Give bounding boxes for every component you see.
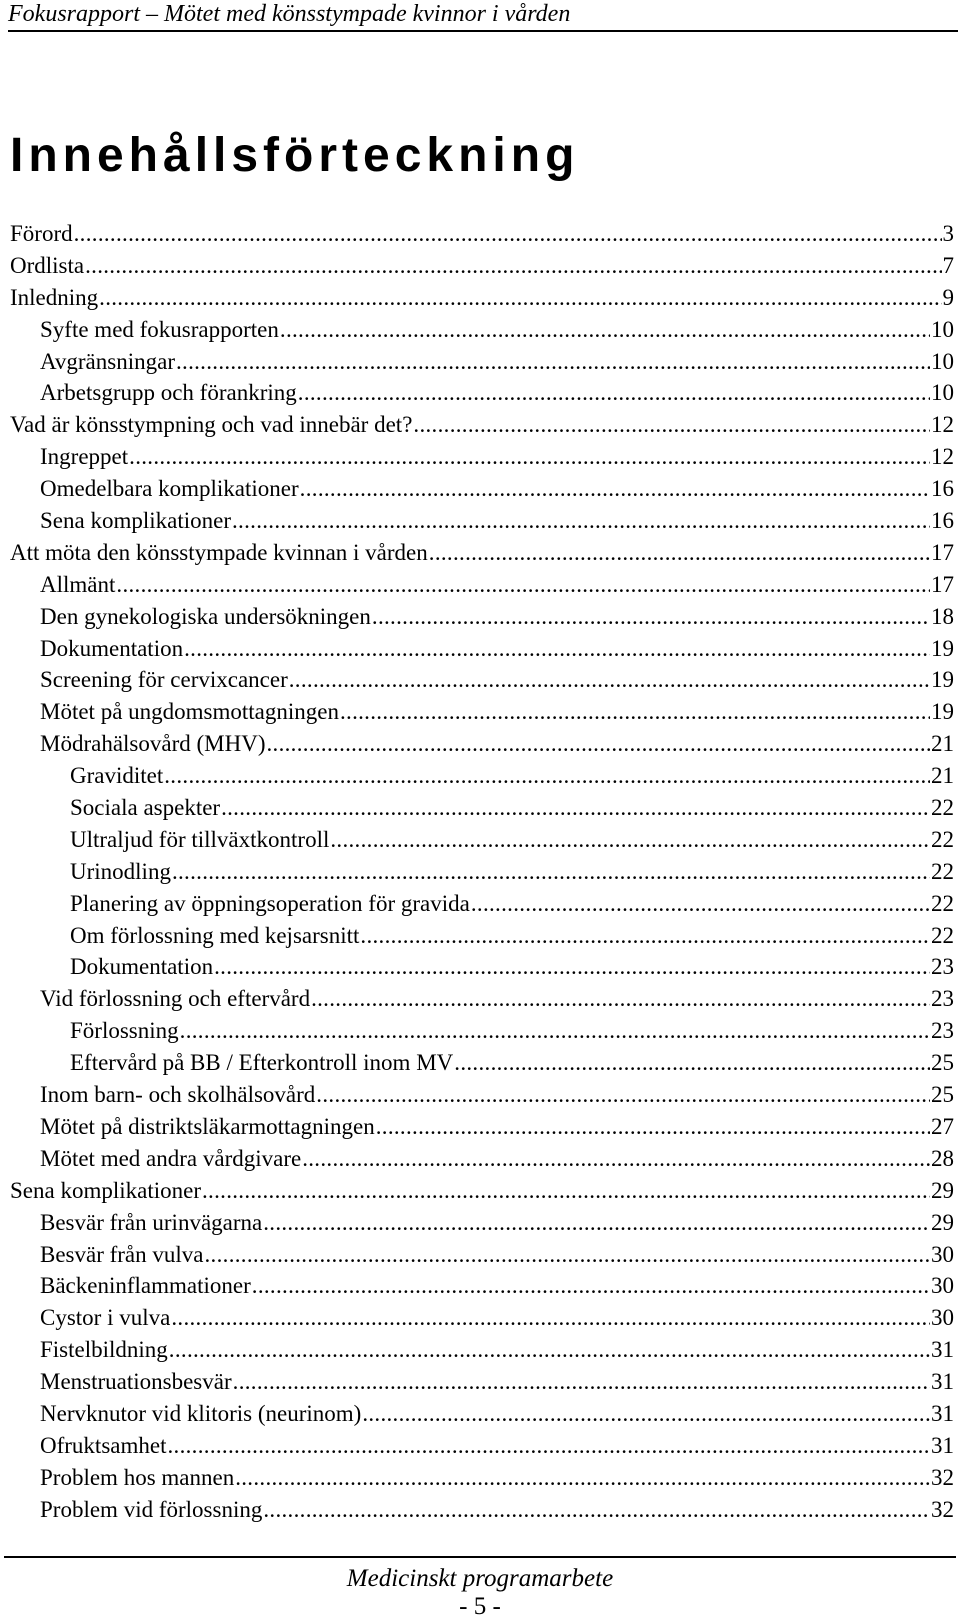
toc-dot-leader xyxy=(302,1143,930,1175)
toc-entry-title: Fistelbildning xyxy=(40,1337,168,1363)
toc-entry-title: Förord xyxy=(10,221,73,246)
toc-entry[interactable] xyxy=(10,983,954,1015)
toc-dot-leader xyxy=(232,505,930,537)
toc-entry-title: Mödrahälsovård (MHV) xyxy=(40,731,266,757)
toc-dot-leader xyxy=(300,473,930,505)
toc-entry-page-number: 21 xyxy=(931,763,954,789)
toc-entry-title: Ingreppet xyxy=(40,444,129,470)
toc-entry-title: Att möta den könsstympade kvinnan i vården xyxy=(10,539,428,565)
toc-entry-page-number: 12 xyxy=(931,444,954,470)
running-header-title: Fokusrapport – Mötet med könsstympade kvinnor i vården xyxy=(8,1,571,27)
toc-entry[interactable] xyxy=(10,1047,954,1079)
toc-entry[interactable] xyxy=(10,1334,954,1366)
toc-entry-title: Vid förlossning och eftervård xyxy=(40,986,311,1012)
toc-entry-title: Arbetsgrupp och förankring xyxy=(40,380,297,406)
toc-entry[interactable] xyxy=(10,1366,954,1398)
toc-dot-leader xyxy=(99,282,941,314)
toc-dot-leader xyxy=(311,983,930,1015)
toc-entry-page-number: 19 xyxy=(931,667,954,693)
toc-entry-title: Vad är könsstympning och vad innebär det? xyxy=(10,412,413,438)
toc-entry-title: Dokumentation xyxy=(40,635,184,661)
toc-dot-leader xyxy=(263,1494,930,1526)
toc-entry[interactable] xyxy=(10,664,954,696)
toc-list xyxy=(10,218,954,1526)
toc-dot-leader xyxy=(129,441,930,473)
toc-dot-leader xyxy=(171,1302,930,1334)
toc-entry[interactable] xyxy=(10,696,954,728)
toc-entry-page-number: 25 xyxy=(931,1082,954,1108)
toc-entry-page-number: 16 xyxy=(931,508,954,534)
toc-entry[interactable] xyxy=(10,1302,954,1334)
toc-entry-page-number: 31 xyxy=(931,1400,954,1426)
toc-entry-title: Sena komplikationer xyxy=(10,1177,201,1203)
toc-entry-title: Mötet på ungdomsmottagningen xyxy=(40,699,339,725)
toc-entry[interactable] xyxy=(10,1207,954,1239)
toc-dot-leader xyxy=(233,1366,930,1398)
toc-dot-leader xyxy=(164,760,930,792)
toc-entry-title: Besvär från vulva xyxy=(40,1241,204,1267)
toc-entry-page-number: 7 xyxy=(942,252,954,278)
toc-entry[interactable] xyxy=(10,1239,954,1271)
toc-entry-page-number: 22 xyxy=(931,922,954,948)
toc-entry-page-number: 21 xyxy=(931,731,954,757)
toc-entry-page-number: 22 xyxy=(931,826,954,852)
toc-entry-title: Urinodling xyxy=(70,858,171,884)
toc-entry-page-number: 27 xyxy=(931,1113,954,1139)
toc-entry-title: Problem hos mannen xyxy=(40,1464,235,1490)
toc-entry-page-number: 22 xyxy=(931,858,954,884)
toc-entry-page-number: 22 xyxy=(931,795,954,821)
toc-entry-title: Dokumentation xyxy=(70,954,214,980)
toc-entry-title: Mötet med andra vårdgivare xyxy=(40,1145,302,1171)
toc-dot-leader xyxy=(298,377,930,409)
toc-entry[interactable] xyxy=(10,314,954,346)
toc-dot-leader xyxy=(214,951,930,983)
toc-entry[interactable] xyxy=(10,377,954,409)
toc-dot-leader xyxy=(372,601,930,633)
toc-entry-page-number: 32 xyxy=(931,1464,954,1490)
toc-entry-page-number: 10 xyxy=(931,348,954,374)
toc-dot-leader xyxy=(205,1239,931,1271)
toc-entry-page-number: 10 xyxy=(931,316,954,342)
toc-entry-title: Menstruationsbesvär xyxy=(40,1369,232,1395)
toc-dot-leader xyxy=(221,792,930,824)
toc-dot-leader xyxy=(235,1462,930,1494)
toc-entry-page-number: 9 xyxy=(942,284,954,310)
toc-dot-leader xyxy=(85,250,941,282)
toc-dot-leader xyxy=(289,664,930,696)
toc-dot-leader xyxy=(167,1430,930,1462)
toc-entry-page-number: 31 xyxy=(931,1369,954,1395)
toc-entry[interactable] xyxy=(10,888,954,920)
toc-dot-leader xyxy=(266,728,930,760)
toc-dot-leader xyxy=(413,409,930,441)
toc-entry[interactable] xyxy=(10,537,954,569)
footer-program-title: Medicinskt programarbete xyxy=(346,1565,614,1592)
toc-entry[interactable] xyxy=(10,473,954,505)
toc-entry-title: Cystor i vulva xyxy=(40,1305,171,1331)
toc-entry-title: Ofruktsamhet xyxy=(40,1432,167,1458)
toc-entry[interactable] xyxy=(10,951,954,983)
toc-dot-leader xyxy=(180,1015,930,1047)
toc-entry-page-number: 25 xyxy=(931,1050,954,1076)
toc-entry[interactable] xyxy=(10,920,954,952)
toc-entry-page-number: 30 xyxy=(931,1305,954,1331)
toc-entry-page-number: 23 xyxy=(931,954,954,980)
toc-entry-title: Avgränsningar xyxy=(40,348,175,374)
toc-entry-title: Inom barn- och skolhälsovård xyxy=(40,1082,316,1108)
toc-entry-page-number: 19 xyxy=(931,635,954,661)
toc-entry[interactable] xyxy=(10,728,954,760)
toc-entry[interactable] xyxy=(10,824,954,856)
toc-entry-title: Ordlista xyxy=(10,252,85,278)
toc-entry-page-number: 23 xyxy=(931,986,954,1012)
toc-entry[interactable] xyxy=(10,1015,954,1047)
toc-entry[interactable] xyxy=(10,282,954,314)
toc-entry[interactable] xyxy=(10,1175,954,1207)
toc-entry-title: Allmänt xyxy=(40,571,116,597)
toc-dot-leader xyxy=(340,696,930,728)
toc-dot-leader xyxy=(172,856,930,888)
toc-dot-leader xyxy=(263,1207,930,1239)
toc-entry-title: Sociala aspekter xyxy=(70,795,221,821)
toc-dot-leader xyxy=(116,569,930,601)
toc-entry-page-number: 23 xyxy=(931,1018,954,1044)
toc-entry[interactable] xyxy=(10,1398,954,1430)
toc-entry[interactable] xyxy=(10,218,954,250)
toc-entry-page-number: 3 xyxy=(942,221,954,246)
running-header xyxy=(8,0,958,32)
toc-entry-page-number: 17 xyxy=(931,571,954,597)
toc-dot-leader xyxy=(184,633,930,665)
toc-dot-leader xyxy=(454,1047,930,1079)
toc-entry[interactable] xyxy=(10,1494,954,1526)
toc-dot-leader xyxy=(202,1175,930,1207)
toc-entry-page-number: 32 xyxy=(931,1496,954,1522)
toc-entry-page-number: 17 xyxy=(931,539,954,565)
toc-dot-leader xyxy=(330,824,930,856)
toc-entry[interactable] xyxy=(10,760,954,792)
toc-dot-leader xyxy=(360,920,930,952)
toc-entry[interactable] xyxy=(10,1430,954,1462)
toc-entry-title: Graviditet xyxy=(70,763,164,789)
toc-dot-leader xyxy=(169,1334,930,1366)
toc-dot-leader xyxy=(74,218,942,250)
toc-entry-title: Den gynekologiska undersökningen xyxy=(40,603,371,629)
toc-dot-leader xyxy=(176,346,930,378)
toc-dot-leader xyxy=(471,888,930,920)
toc-dot-leader xyxy=(316,1079,930,1111)
toc-entry-page-number: 19 xyxy=(931,699,954,725)
toc-entry[interactable] xyxy=(10,346,954,378)
toc-entry-page-number: 10 xyxy=(931,380,954,406)
toc-entry-title: Nervknutor vid klitoris (neurinom) xyxy=(40,1400,362,1426)
toc-entry-title: Problem vid förlossning xyxy=(40,1496,263,1522)
toc-entry[interactable] xyxy=(10,1270,954,1302)
toc-entry-page-number: 22 xyxy=(931,890,954,916)
toc-entry[interactable] xyxy=(10,1462,954,1494)
toc-entry-page-number: 29 xyxy=(931,1209,954,1235)
toc-entry-page-number: 12 xyxy=(931,412,954,438)
footer-page-number: - 5 - xyxy=(459,1593,501,1620)
toc-entry-page-number: 18 xyxy=(931,603,954,629)
toc-entry[interactable] xyxy=(10,409,954,441)
toc-dot-leader xyxy=(280,314,930,346)
toc-entry[interactable] xyxy=(10,1079,954,1111)
toc-entry-title: Inledning xyxy=(10,284,99,310)
toc-entry[interactable] xyxy=(10,1143,954,1175)
toc-entry-title: Om förlossning med kejsarsnitt xyxy=(70,922,360,948)
toc-entry-title: Omedelbara komplikationer xyxy=(40,476,299,502)
toc-dot-leader xyxy=(376,1111,930,1143)
toc-entry[interactable] xyxy=(10,633,954,665)
toc-entry[interactable] xyxy=(10,569,954,601)
toc-entry[interactable] xyxy=(10,601,954,633)
footer-rule xyxy=(4,1556,956,1558)
toc-entry-page-number: 30 xyxy=(931,1241,954,1267)
toc-entry[interactable] xyxy=(10,250,954,282)
toc-entry[interactable] xyxy=(10,441,954,473)
toc-entry-title: Ultraljud för tillväxtkontroll xyxy=(70,826,330,852)
toc-entry-title: Sena komplikationer xyxy=(40,508,231,534)
toc-entry-title: Bäckeninflammationer xyxy=(40,1273,251,1299)
toc-entry-page-number: 16 xyxy=(931,476,954,502)
toc-entry-title: Besvär från urinvägarna xyxy=(40,1209,263,1235)
toc-dot-leader xyxy=(362,1398,930,1430)
toc-entry-title: Syfte med fokusrapporten xyxy=(40,316,279,342)
toc-entry-title: Planering av öppningsoperation för gravida xyxy=(70,890,470,916)
toc-entry-page-number: 29 xyxy=(931,1177,954,1203)
toc-entry[interactable] xyxy=(10,856,954,888)
toc-entry-title: Förlossning xyxy=(70,1018,179,1044)
toc-dot-leader xyxy=(429,537,930,569)
toc-entry-page-number: 28 xyxy=(931,1145,954,1171)
toc-entry-page-number: 30 xyxy=(931,1273,954,1299)
toc-entry-title: Eftervård på BB / Efterkontroll inom MV xyxy=(70,1050,454,1076)
toc-entry-title: Mötet på distriktsläkarmottagningen xyxy=(40,1113,375,1139)
toc-entry[interactable] xyxy=(10,792,954,824)
toc-entry[interactable] xyxy=(10,1111,954,1143)
toc-entry[interactable] xyxy=(10,505,954,537)
toc-heading: Innehållsförteckning xyxy=(10,129,580,182)
toc-entry-page-number: 31 xyxy=(931,1432,954,1458)
toc-dot-leader xyxy=(252,1270,930,1302)
toc-entry-page-number: 31 xyxy=(931,1337,954,1363)
toc-entry-title: Screening för cervixcancer xyxy=(40,667,288,693)
